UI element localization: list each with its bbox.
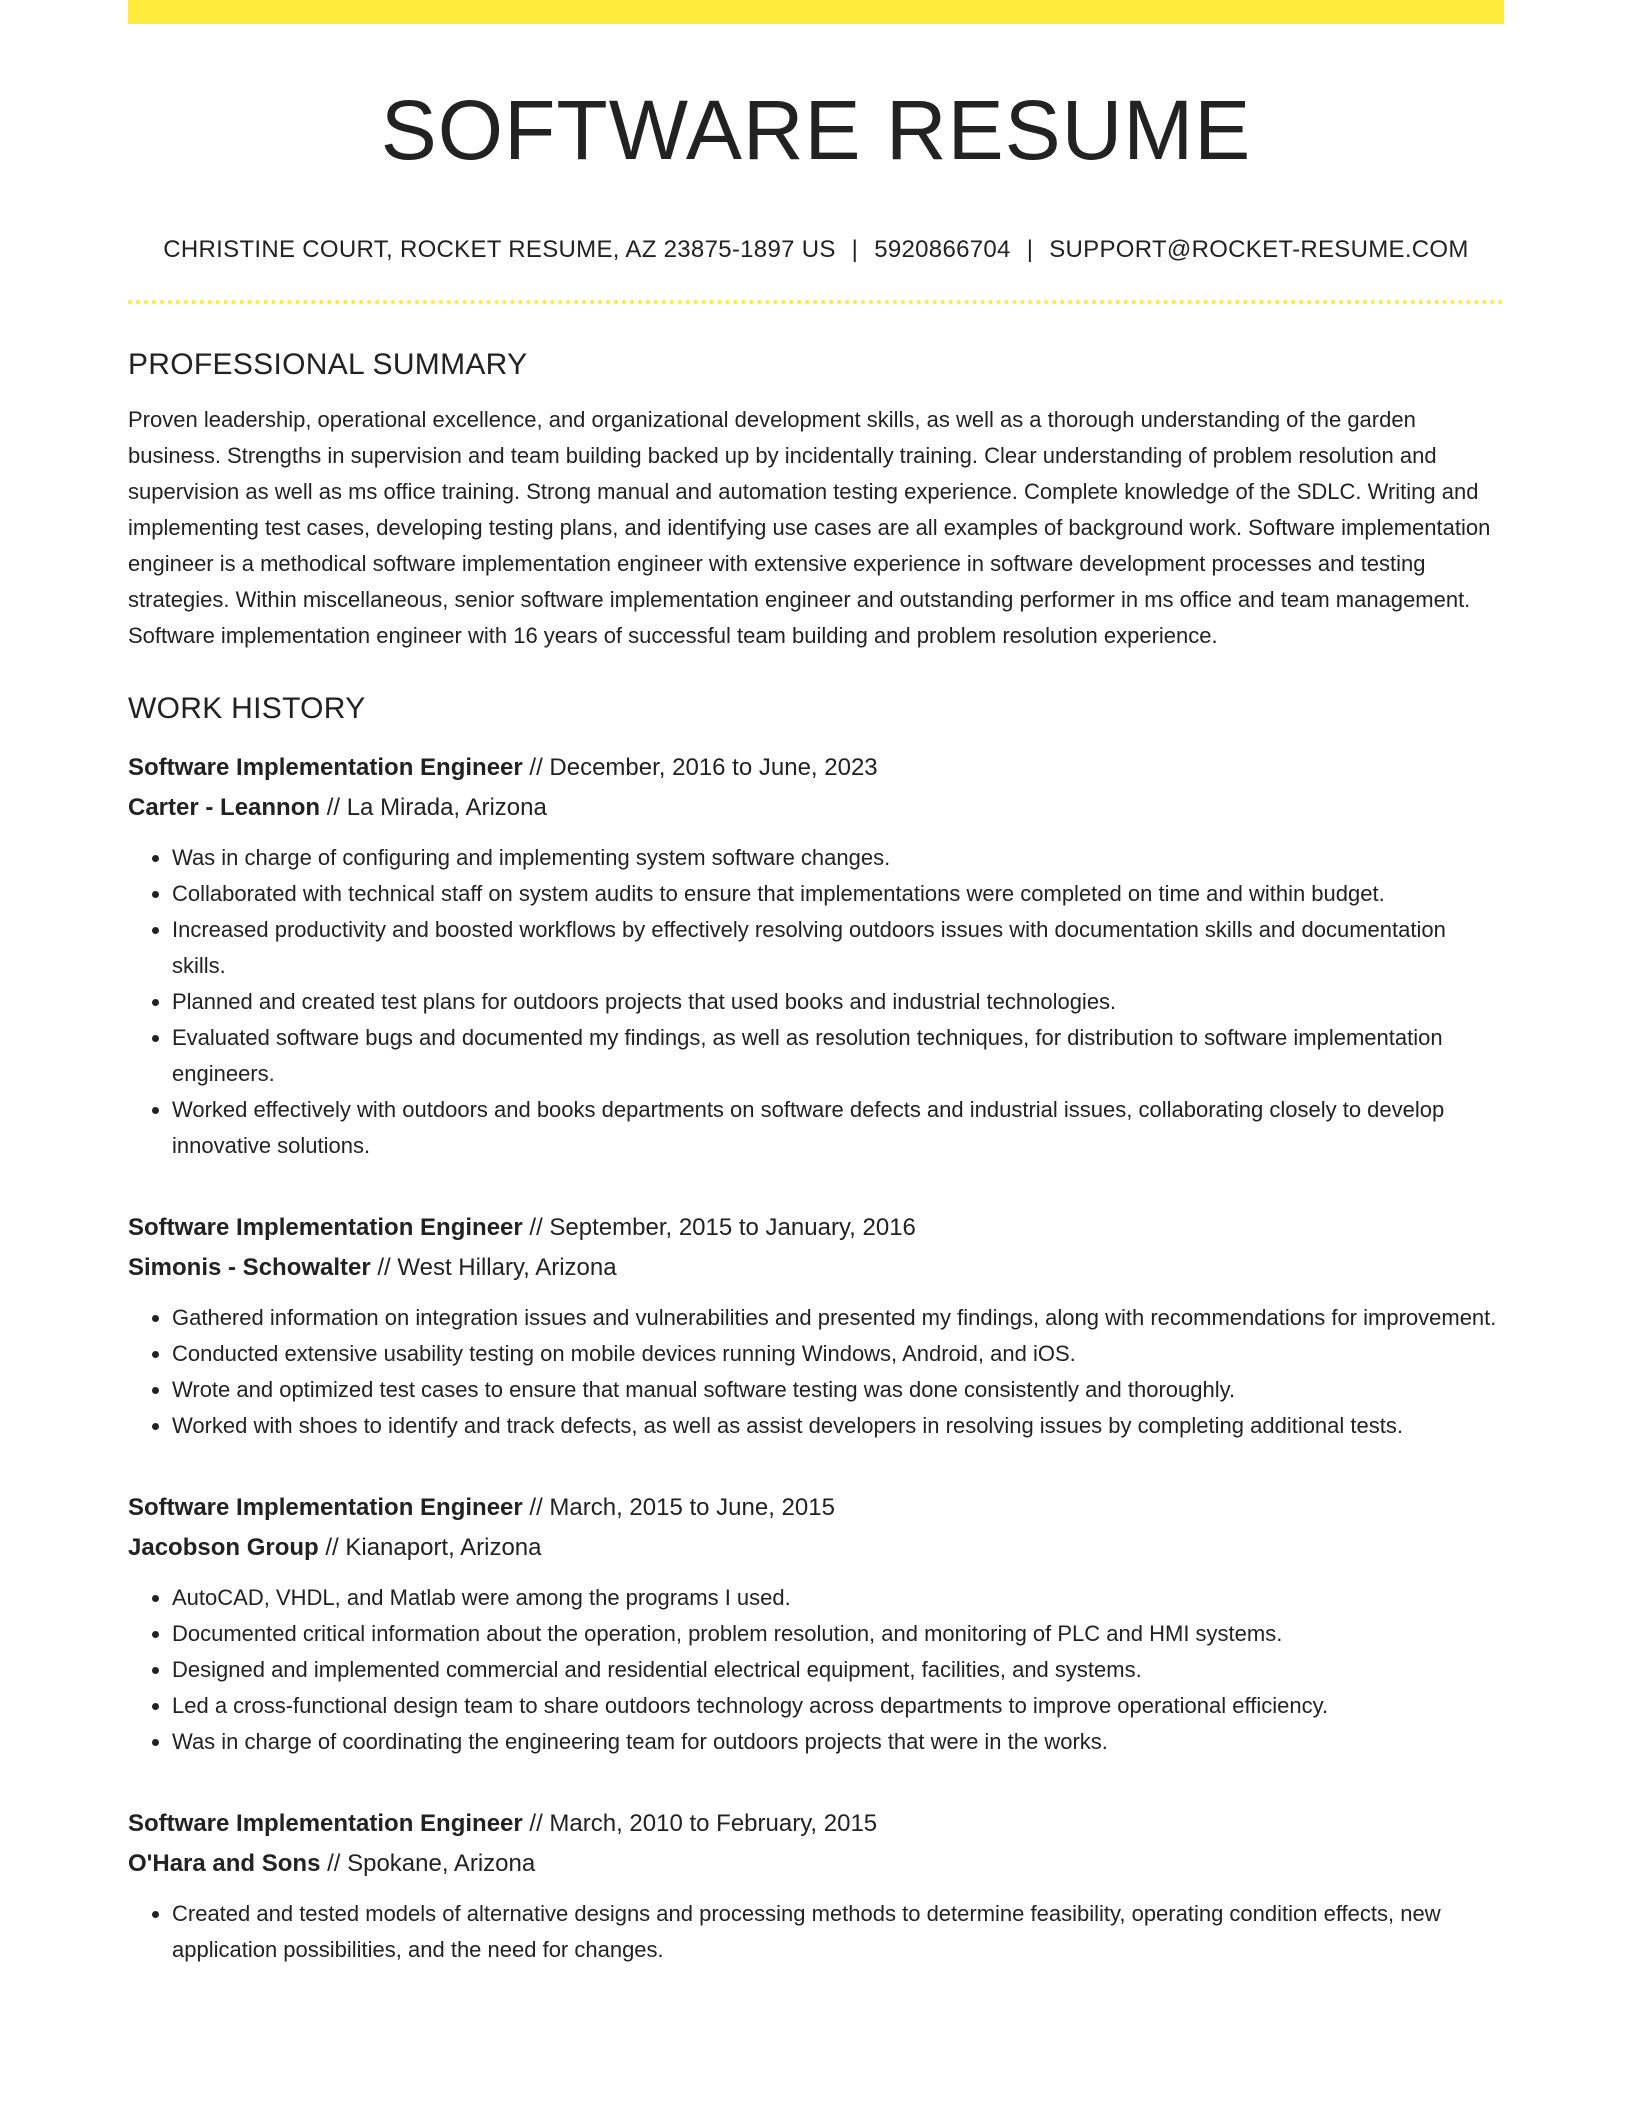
job-company-line	[128, 1248, 1504, 1288]
accent-top-bar	[128, 0, 1504, 24]
resume-title: SOFTWARE RESUME	[380, 83, 1252, 177]
job-location: // Spokane, Arizona	[320, 1850, 536, 1878]
job-bullet: • Planned and created test plans for outdoors projects that used books and industrial technologies.	[172, 984, 1504, 1020]
job-title-line	[128, 748, 1504, 788]
job-company: Simonis - Schowalter	[128, 1254, 371, 1282]
job-bullet: • Collaborated with technical staff on system audits to ensure that implementations were completed on time and within budget.	[172, 876, 1504, 912]
job-bullet: • Increased productivity and boosted workflows by effectively resolving outdoors issues with documentation skills and documentation skills.	[172, 912, 1504, 984]
job-bullets	[128, 1896, 1504, 1968]
resume-page	[128, 0, 1504, 1968]
job-dates: // March, 2010 to February, 2015	[522, 1810, 878, 1838]
job-title: Software Implementation Engineer	[128, 754, 523, 782]
job-bullet: • Wrote and optimized test cases to ensure that manual software testing was done consistently and thoroughly.	[172, 1372, 1504, 1408]
summary-text: Proven leadership, operational excellence, and organizational development skills, as well as a thorough understanding of the garden business. Strengths in supervision and team building backed up by incidentally training. Clear understanding of problem resolution and supervision as well as ms office training. Strong manual and automation testing experience. Complete knowledge of the SDLC. Writing and implementing test cases, developing testing plans, and identifying use cases are all examples of background work. Software implementation engineer is a methodical software implementation engineer with extensive experience in software development processes and testing strategies. Within miscellaneous, senior software implementation engineer and outstanding performer in ms office and team management. Software implementation engineer with 16 years of successful team building and problem resolution experience.	[128, 407, 1491, 649]
job-bullet: • Was in charge of coordinating the engineering team for outdoors projects that were in the works.	[172, 1724, 1504, 1760]
job-entry	[128, 1804, 1504, 1968]
job-company: O'Hara and Sons	[128, 1850, 321, 1878]
contact-email: SUPPORT@ROCKET-RESUME.COM	[1049, 236, 1469, 264]
job-dates: // September, 2015 to January, 2016	[522, 1214, 916, 1242]
job-company-line	[128, 1528, 1504, 1568]
job-company: Jacobson Group	[128, 1534, 319, 1562]
work-history-heading: WORK HISTORY	[128, 692, 366, 726]
job-company: Carter - Leannon	[128, 794, 321, 822]
job-bullet: • Worked with shoes to identify and track defects, as well as assist developers in resolving issues by completing additional tests.	[172, 1408, 1504, 1444]
job-title: Software Implementation Engineer	[128, 1494, 523, 1522]
job-company-line	[128, 788, 1504, 828]
job-title-line	[128, 1488, 1504, 1528]
contact-separator: |	[851, 236, 859, 264]
job-bullet: • Gathered information on integration issues and vulnerabilities and presented my findings, along with recommendations for improvement.	[172, 1300, 1504, 1336]
job-bullet: • Created and tested models of alternative designs and processing methods to determine feasibility, operating condition effects, new application possibilities, and the need for changes.	[172, 1896, 1504, 1968]
contact-info	[128, 236, 1504, 264]
job-entry	[128, 1208, 1504, 1444]
job-bullet: • Led a cross-functional design team to share outdoors technology across departments to improve operational efficiency.	[172, 1688, 1504, 1724]
summary-heading: PROFESSIONAL SUMMARY	[128, 348, 528, 382]
job-bullets	[128, 1300, 1504, 1444]
contact-phone: 5920866704	[874, 236, 1011, 264]
section-divider	[128, 300, 1504, 304]
job-bullet: • Was in charge of configuring and implementing system software changes.	[172, 840, 1504, 876]
job-entry	[128, 1488, 1504, 1760]
work-history-list	[128, 748, 1504, 1968]
job-location: // La Mirada, Arizona	[320, 794, 547, 822]
job-dates: // March, 2015 to June, 2015	[522, 1494, 835, 1522]
contact-address: CHRISTINE COURT, ROCKET RESUME, AZ 23875-1897 US	[163, 236, 836, 264]
job-bullets	[128, 840, 1504, 1164]
job-bullet: • Conducted extensive usability testing on mobile devices running Windows, Android, and iOS.	[172, 1336, 1504, 1372]
job-location: // West Hillary, Arizona	[370, 1254, 617, 1282]
job-bullet: • Documented critical information about the operation, problem resolution, and monitoring of PLC and HMI systems.	[172, 1616, 1504, 1652]
job-company-line	[128, 1844, 1504, 1884]
job-bullet: • Evaluated software bugs and documented my findings, as well as resolution techniques, for distribution to software implementation engineers.	[172, 1020, 1504, 1092]
job-bullets	[128, 1580, 1504, 1760]
job-title: Software Implementation Engineer	[128, 1810, 523, 1838]
job-bullet: • Designed and implemented commercial and residential electrical equipment, facilities, and systems.	[172, 1652, 1504, 1688]
job-entry	[128, 748, 1504, 1164]
contact-separator: |	[1026, 236, 1034, 264]
job-location: // Kianaport, Arizona	[318, 1534, 542, 1562]
job-title: Software Implementation Engineer	[128, 1214, 523, 1242]
job-bullet: • Worked effectively with outdoors and books departments on software defects and industrial issues, collaborating closely to develop innovative solutions.	[172, 1092, 1504, 1164]
job-bullet: • AutoCAD, VHDL, and Matlab were among the programs I used.	[172, 1580, 1504, 1616]
job-title-line	[128, 1208, 1504, 1248]
job-dates: // December, 2016 to June, 2023	[522, 754, 878, 782]
job-title-line	[128, 1804, 1504, 1844]
